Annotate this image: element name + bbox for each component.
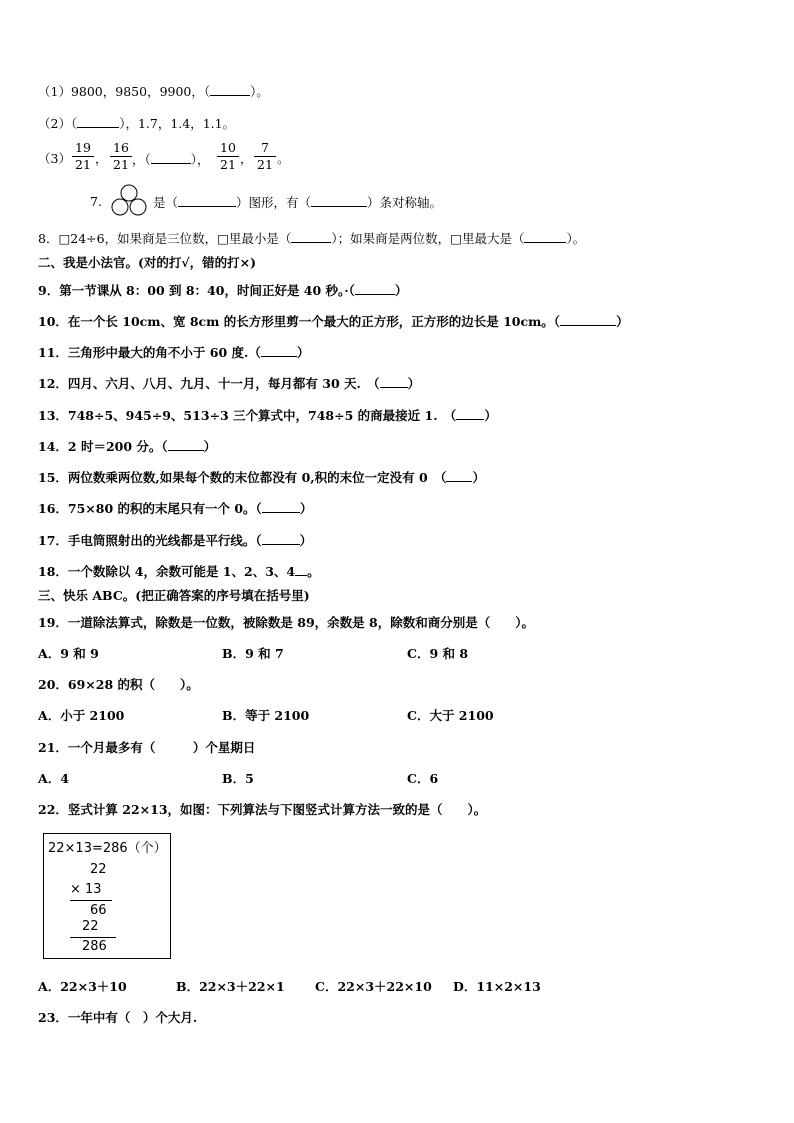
three-circles-icon [110, 183, 148, 217]
answer-blank[interactable] [446, 469, 472, 482]
q11-text: 11．三角形中最大的角不小于 60 度.（ ） [38, 345, 310, 360]
option-b[interactable]: B．等于 2100 [222, 708, 310, 723]
answer-blank[interactable] [560, 313, 616, 326]
rule-line [70, 937, 116, 938]
product: 286 [82, 939, 107, 954]
comma: ， [95, 151, 108, 166]
q22-stem: 22．竖式计算 22×13，如图：下列算法与下图竖式计算方法一致的是（ ）。 [38, 802, 487, 817]
answer-blank[interactable] [291, 230, 331, 243]
answer-blank[interactable] [456, 407, 484, 420]
answer-blank[interactable] [168, 438, 204, 451]
option-c[interactable]: C．6 [407, 771, 439, 786]
answer-blank[interactable] [151, 151, 191, 164]
answer-blank[interactable] [210, 83, 250, 96]
period: 。 [277, 151, 290, 166]
comma: ， [240, 151, 253, 166]
option-c[interactable]: C．大于 2100 [407, 708, 494, 723]
q7-number: 7. [90, 194, 102, 209]
option-a[interactable]: A．22×3＋10 [38, 979, 127, 994]
partial-product: 22 [82, 919, 99, 934]
q14-text: 14．2 时＝200 分。（ ） [38, 439, 217, 454]
q21-stem: 21．一个月最多有（ ）个星期日 [38, 740, 256, 755]
fraction: $\frac{16}{21}$ [110, 141, 132, 172]
q17-text: 17．手电筒照射出的光线都是平行线。（ ） [38, 533, 313, 548]
q12-text: 12．四月、六月、八月、九月、十一月，每月都有 30 天. （ ） [38, 376, 421, 391]
option-b[interactable]: B．22×3＋22×1 [176, 979, 285, 994]
answer-blank[interactable] [261, 344, 297, 357]
q6-line3-lead: （3） [38, 151, 71, 166]
q9-text: 9．第一节课从 8：00 到 8：40，时间正好是 40 秒。·（ ） [38, 283, 408, 298]
figure-title: 22×13=286（个） [48, 841, 167, 856]
q13-text: 13．748÷5、945÷9、513÷3 三个算式中，748÷5 的商最接近 1. （ ） [38, 408, 497, 423]
answer-blank[interactable] [178, 194, 236, 207]
q7-text: 是（ ）图形，有（ ）条对称轴。 [153, 195, 443, 210]
multiplicand: 22 [90, 862, 107, 877]
q19-stem: 19．一道除法算式，除数是一位数，被除数是 89，余数是 8，除数和商分别是（ ）。 [38, 615, 534, 630]
option-b[interactable]: B．5 [222, 771, 254, 786]
option-d[interactable]: D．11×2×13 [453, 979, 541, 994]
answer-blank[interactable] [380, 375, 408, 388]
option-c[interactable]: C．22×3＋22×10 [315, 979, 432, 994]
partial-product: 66 [90, 903, 107, 918]
option-a[interactable]: A．4 [38, 771, 69, 786]
fraction: $\frac{10}{21}$ [217, 141, 239, 172]
q15-text: 15．两位数乘两位数,如果每个数的末位都没有 0,积的末位一定没有 0 （ ） [38, 470, 485, 485]
answer-blank[interactable] [295, 563, 307, 576]
q23-stem: 23．一年中有（ ）个大月. [38, 1010, 198, 1025]
q10-text: 10．在一个长 10cm、宽 8cm 的长方形里剪一个最大的正方形，正方形的边长是 10cm。（ ） [38, 314, 629, 329]
answer-blank[interactable] [355, 282, 395, 295]
q6-line2: （2）（ ），1.7，1.4，1.1。 [38, 116, 236, 131]
answer-blank[interactable] [311, 194, 367, 207]
option-a[interactable]: A．小于 2100 [38, 708, 125, 723]
section-heading: 三、快乐 ABC。(把正确答案的序号填在括号里) [38, 588, 310, 603]
answer-blank[interactable] [262, 500, 300, 513]
option-a[interactable]: A．9 和 9 [38, 646, 99, 661]
fraction: $\frac{19}{21}$ [72, 141, 94, 172]
answer-blank[interactable] [524, 230, 566, 243]
multiplier: × 13 [70, 882, 102, 897]
rule-line [70, 900, 112, 901]
fraction: $\frac{7}{21}$ [254, 141, 276, 172]
section-heading: 二、我是小法官。(对的打√，错的打×) [38, 255, 257, 270]
q6-line1: （1）9800，9850，9900，（ ）。 [38, 84, 269, 99]
option-c[interactable]: C．9 和 8 [407, 646, 469, 661]
q20-stem: 20．69×28 的积（ ）。 [38, 677, 199, 692]
answer-blank[interactable] [77, 115, 119, 128]
answer-blank[interactable] [262, 532, 300, 545]
q18-text: 18．一个数除以 4，余数可能是 1、2、3、4 。 [38, 564, 320, 579]
vertical-multiplication-figure [43, 833, 171, 959]
q8-text: 8．□24÷6，如果商是三位数，□里最小是（ ）；如果商是两位数，□里最大是（ ）。 [38, 231, 586, 246]
q16-text: 16．75×80 的积的末尾只有一个 0。（ ） [38, 501, 313, 516]
q6-line3-mid: ，（ ）， [132, 152, 210, 167]
option-b[interactable]: B．9 和 7 [222, 646, 284, 661]
